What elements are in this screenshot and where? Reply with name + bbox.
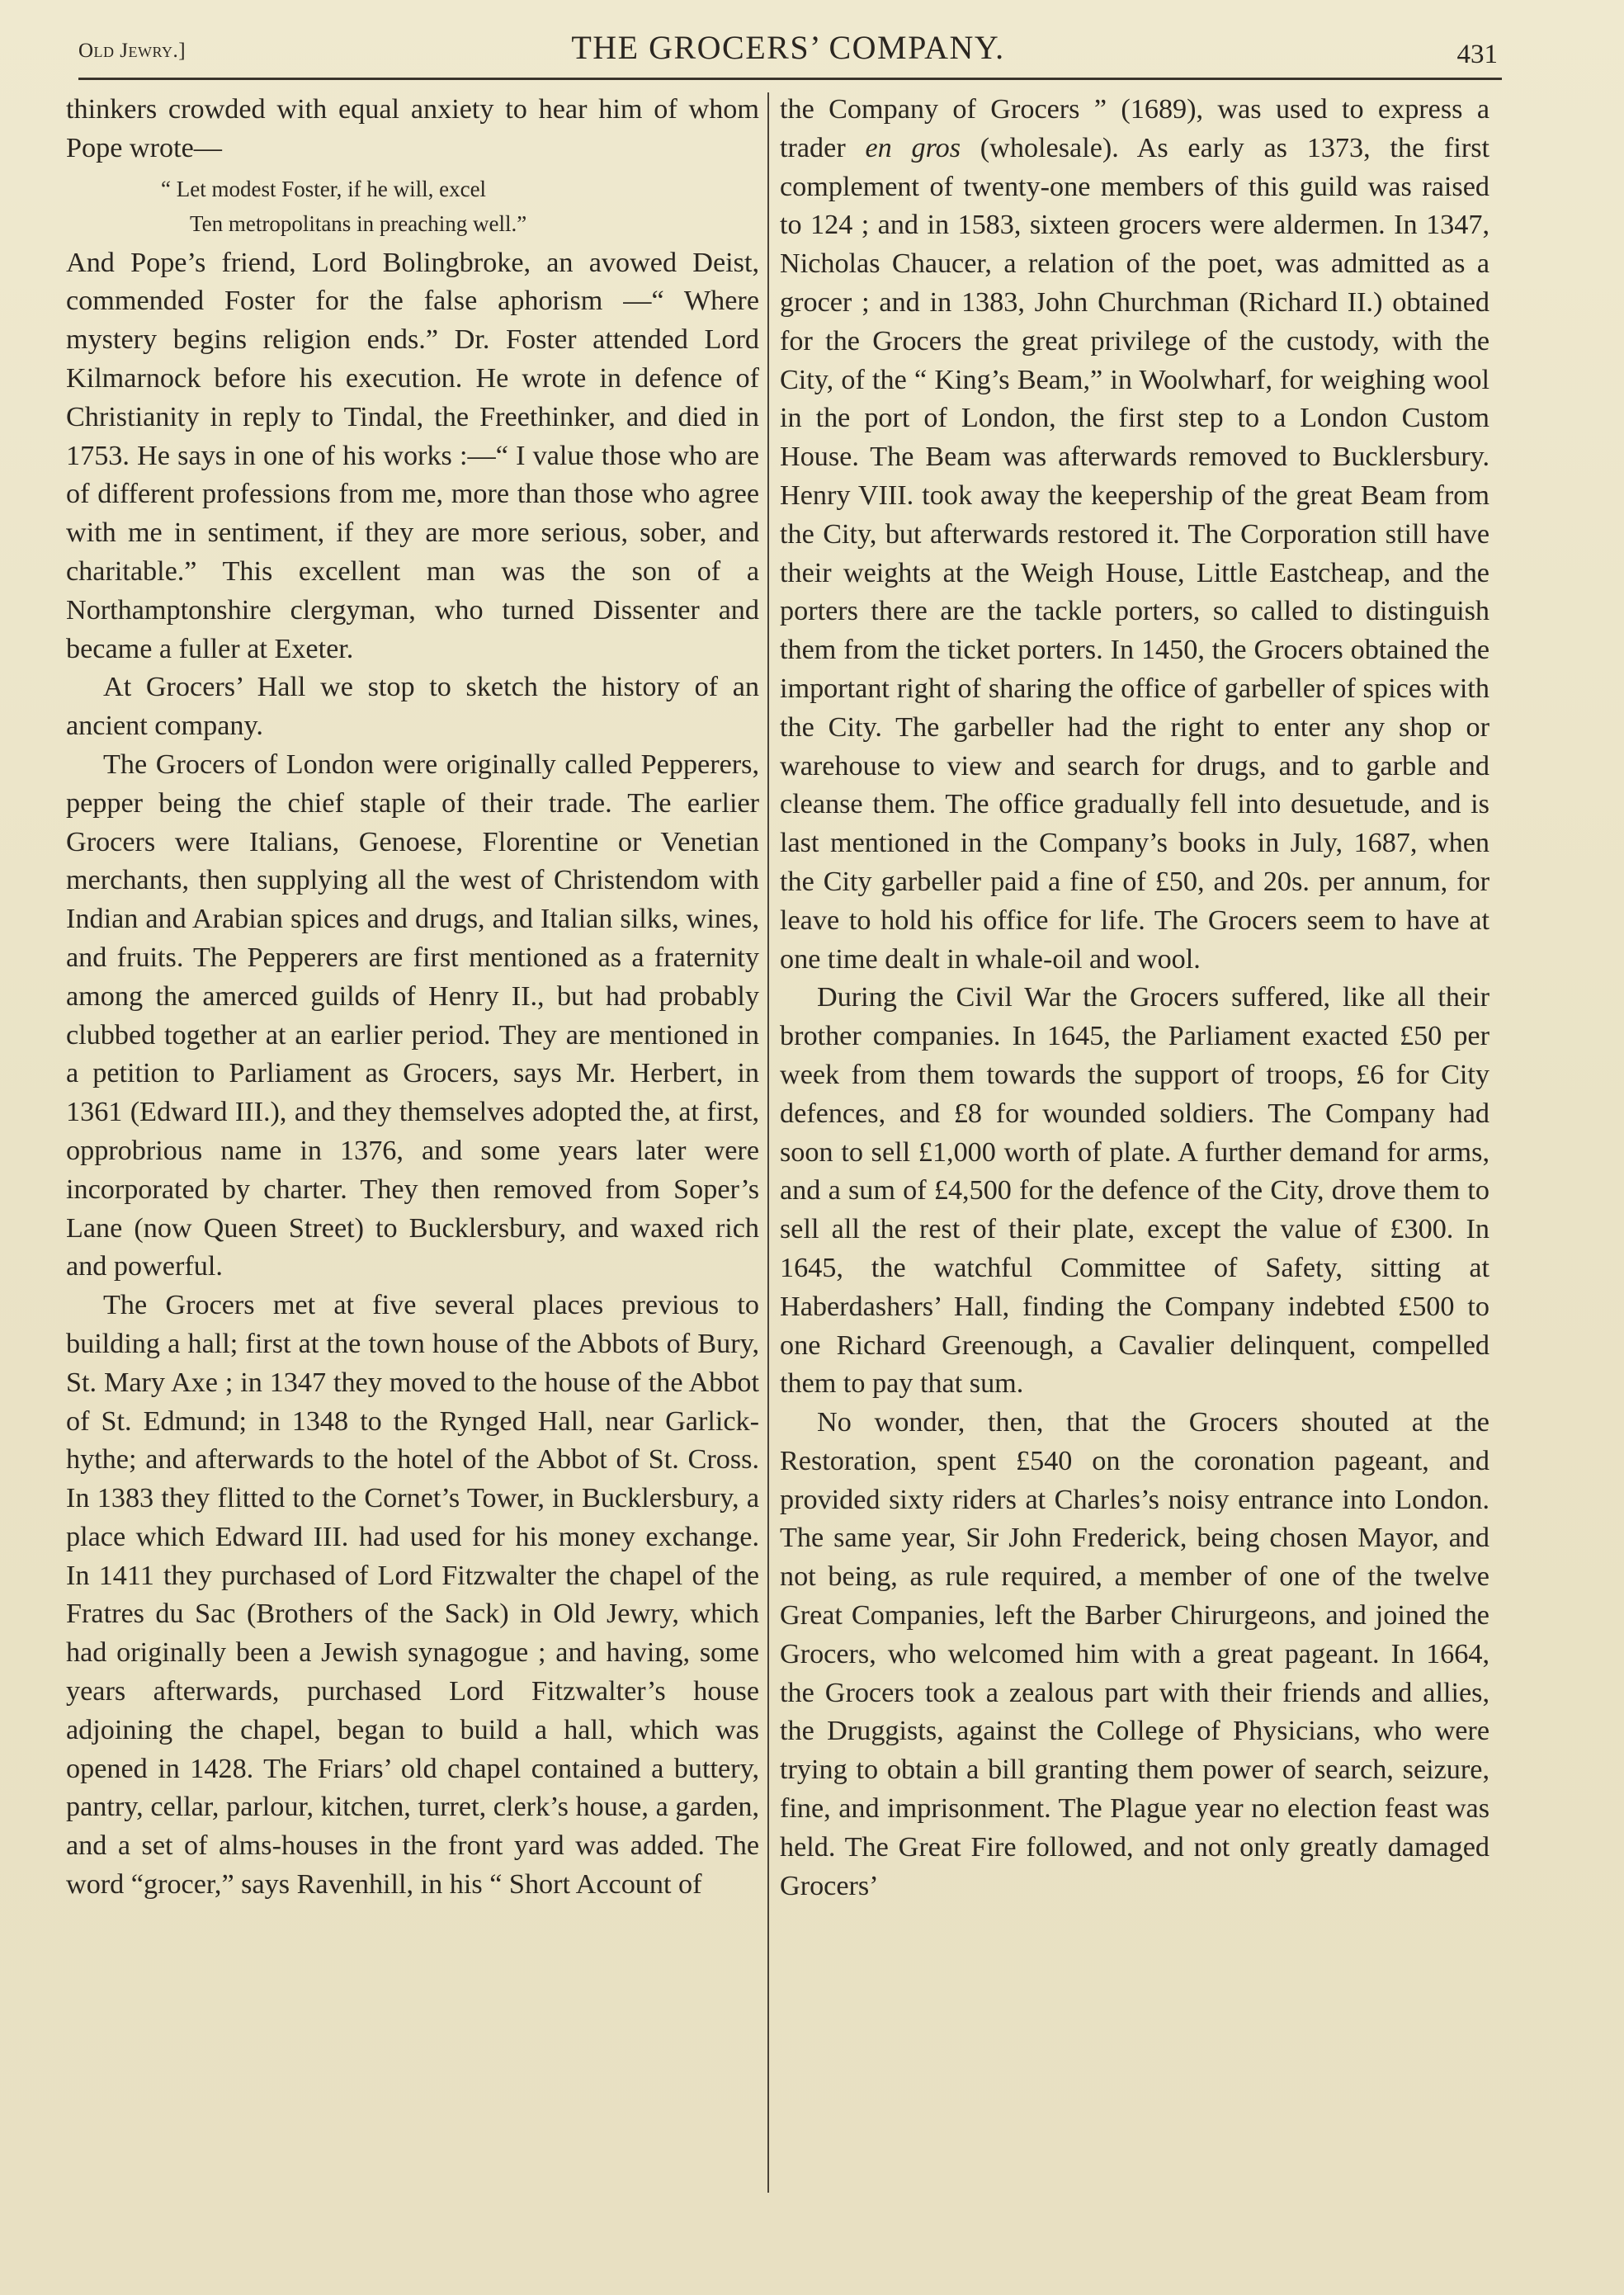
section-locator: Old Jewry.]: [78, 40, 186, 62]
paragraph: thinkers crowded with equal anxiety to hear him of whom Pope wrote—: [66, 94, 759, 163]
running-head: [78, 23, 1498, 81]
paragraph: [780, 91, 1489, 979]
left-column: [66, 91, 759, 2212]
paragraph: No wonder, then, that the Grocers shouted at the Restoration, spent £540 on the coronation pageant, and provided sixty riders at Charles’s noisy entrance into London. The same year, Sir John Frederick, being chosen Mayor, and not being, as rule required, a member of one of the twelve Great Companies, left the Barber Chirurgeons, and joined the Grocers, who welcomed him with a great pageant. In 1664, the Grocers took a zealous part with their friends and allies, the Druggists, against the College of Physicians, who were trying to obtain a bill granting them power of search, seizure, fine, and imprisonment. The Plague year no election feast was held. The Great Fire followed, and not only greatly damaged Grocers’: [780, 1407, 1489, 1901]
paragraph-text: the Company of Grocers ” (1689), was used to express a trader: [780, 94, 1489, 163]
verse-line: Ten metropolitans in preaching well.”: [190, 210, 527, 236]
paragraph: During the Civil War the Grocers suffered, like all their brother companies. In 1645, the Parliament exacted £50 per week from them towards the support of troops, £6 for City defences, and £8 for wounded soldiers. The Company had soon to sell £1,000 worth of plate. A further demand for arms, and a sum of £4,500 for the defence of the City, drove them to sell all the rest of their plate, except the value of £300. In 1645, the watchful Committee of Safety, sitting at Haberdashers’ Hall, finding the Company indebted £500 to one Richard Greenough, a Cavalier delinquent, compelled them to pay that sum.: [780, 982, 1489, 1400]
paragraph: And Pope’s friend, Lord Bolingbroke, an avowed Deist, commended Foster for the false aphorism —“ Where mystery begins religion ends.” Dr. Foster attended Lord Kilmarnock before his execution. He wrote in defence of Christianity in reply to Tindal, the Freethinker, and died in 1753. He says in one of his works :—“ I value those who are of different professions from me, more than those who agree with me in sentiment, if they are more serious, sober, and charitable.” This excellent man was the son of a Northamptonshire clergyman, who turned Dissenter and became a fuller at Exeter.: [66, 247, 759, 664]
paragraph: The Grocers of London were originally called Pepperers, pepper being the chief staple of their trade. The earlier Grocers were Italians, Genoese, Florentine or Venetian merchants, then supplying all the west of Christendom with Indian and Arabian spices and drugs, and Italian silks, wines, and fruits. The Pepperers are first mentioned as a fraternity among the amerced guilds of Henry II., but had probably clubbed together at an earlier period. They are mentioned in a petition to Parliament as Grocers, says Mr. Herbert, in 1361 (Edward III.), and they themselves adopted the, at first, opprobrious name in 1376, and some years later were incorporated by charter. They then removed from Soper’s Lane (now Queen Street) to Bucklersbury, and waxed rich and powerful.: [66, 748, 759, 1282]
paragraph: The Grocers met at five several places previous to building a hall; first at the town house of the Abbots of Bury, St. Mary Axe ; in 1347 they moved to the house of the Abbot of St. Edmund; in 1348 to the Rynged Hall, near Garlick-hythe; and afterwards to the hotel of the Abbot of St. Cross. In 1383 they flitted to the Cornet’s Tower, in Bucklersbury, a place which Edward III. had used for his money exchange. In 1411 they purchased of Lord Fitzwalter the chapel of the Fratres du Sac (Brothers of the Sack) in Old Jewry, which had originally been a Jewish synagogue ; and having, some years afterwards, purchased Lord Fitzwalter’s house adjoining the chapel, began to build a hall, which was opened in 1428. The Friars’ old chapel contained a buttery, pantry, cellar, parlour, kitchen, turret, clerk’s house, a garden, and a set of alms-houses in the front yard was added. The word “grocer,” says Ravenhill, in his “ Short Account of: [66, 1290, 759, 1901]
page-title: THE GROCERS’ COMPANY.: [571, 29, 1005, 66]
verse-line: “ Let modest Foster, if he will, excel: [161, 176, 487, 201]
right-column: [780, 91, 1489, 2212]
page-number: 431: [1456, 40, 1498, 69]
paragraph: At Grocers’ Hall we stop to sketch the history of an ancient company.: [66, 672, 759, 742]
verse-quotation: [66, 172, 759, 241]
italic-term: en gros: [865, 132, 961, 163]
header-rule: [78, 78, 1502, 80]
column-divider: [767, 92, 769, 2193]
paragraph-text: (wholesale). As early as 1373, the first complement of twenty-one members of this guild was raised to 124 ; and in 1583, sixteen grocers were aldermen. In 1347, Nicholas Chaucer, a relation of the poet, was admitted as a grocer ; and in 1383, John Churchman (Richard II.) obtained for the Grocers the great privilege of the custody, with the City, of the “ King’s Beam,” in Woolwharf, for weighing wool in the port of London, the first step to a London Custom House. The Beam was afterwards removed to Bucklersbury. Henry VIII. took away the keepership of the great Beam from the City, but afterwards restored it. The Corporation still have their weights at the Weigh House, Little Eastcheap, and the porters there are the tackle porters, so called to distinguish them from the ticket porters. In 1450, the Grocers obtained the important right of sharing the office of garbeller of spices with the City. The garbeller had the right to enter any shop or warehouse to view and search for drugs, and to garble and cleanse them. The office gradually fell into desuetude, and is last mentioned in the Company’s books in July, 1687, when the City garbeller paid a fine of £50, and 20s. per annum, for leave to hold his office for life. The Grocers seem to have at one time dealt in whale-oil and wool.: [780, 132, 1489, 975]
